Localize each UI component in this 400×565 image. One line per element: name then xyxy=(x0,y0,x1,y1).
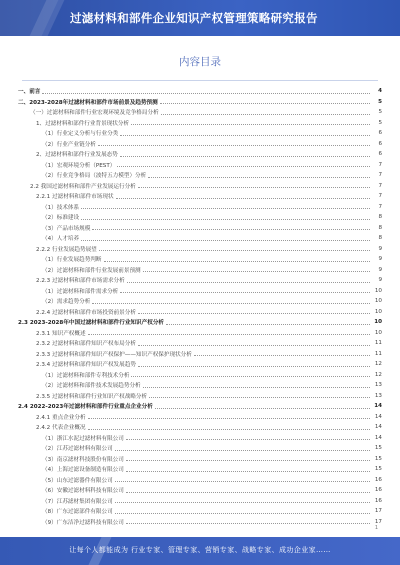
toc-entry-label: （7）江苏滤材集团有限公司 xyxy=(42,498,113,505)
toc-entry-page: 5 xyxy=(378,109,382,116)
toc-entry-label: （2）江苏过滤材料有限公司 xyxy=(42,446,113,453)
toc-entry[interactable] xyxy=(18,118,382,129)
toc-entry[interactable] xyxy=(18,265,382,276)
toc-entry[interactable] xyxy=(18,128,382,139)
toc-entry[interactable] xyxy=(18,149,382,160)
toc-entry-label: （1）宏观环境分析（PEST） xyxy=(42,162,116,169)
toc-leader-dots xyxy=(138,345,370,346)
toc-entry-label: （4）上海过滤设备制造有限公司 xyxy=(42,467,124,474)
toc-entry-page: 9 xyxy=(378,277,382,284)
toc-entry[interactable] xyxy=(18,506,382,517)
toc-entry[interactable] xyxy=(18,422,382,433)
toc-entry[interactable] xyxy=(18,349,382,360)
toc-entry-label: （2）标准建设 xyxy=(42,215,80,222)
toc-entry-label: 2.3.2 过滤材料和部件知识产权布局分析 xyxy=(36,341,136,348)
toc-entry[interactable] xyxy=(18,380,382,391)
toc-entry-page: 7 xyxy=(378,182,382,189)
toc-leader-dots xyxy=(120,135,370,136)
toc-entry-label: （3）产品市场规模 xyxy=(42,225,91,232)
toc-leader-dots xyxy=(115,450,370,451)
toc-entry-label: （1）过滤材料和部件需求分析 xyxy=(42,288,119,295)
toc-entry-page: 10 xyxy=(374,287,382,294)
toc-entry-page: 8 xyxy=(378,224,382,231)
toc-entry[interactable] xyxy=(18,307,382,318)
toc-leader-dots xyxy=(42,93,370,94)
toc-entry-page: 14 xyxy=(374,434,382,441)
toc-leader-dots xyxy=(166,324,370,325)
toc-entry[interactable] xyxy=(18,433,382,444)
toc-entry[interactable] xyxy=(18,244,382,255)
toc-entry-label: （5）山东过滤器件有限公司 xyxy=(42,477,113,484)
toc-entry[interactable] xyxy=(18,97,382,108)
toc-entry-label: 2.3 2023-2028年中国过滤材料和部件行业知识产权分析 xyxy=(18,320,165,327)
toc-entry-page: 15 xyxy=(374,455,382,462)
toc-entry-label: 一、前言 xyxy=(18,89,41,96)
toc-entry-label: （1）技术体系 xyxy=(42,204,80,211)
toc-leader-dots xyxy=(104,261,371,262)
toc-leader-dots xyxy=(92,229,370,230)
toc-entry-label: （1）行业定义分析与行业分类 xyxy=(42,131,119,138)
report-title: 过滤材料和部件企业知识产权管理策略研究报告 xyxy=(70,11,318,25)
toc-entry[interactable] xyxy=(18,328,382,339)
toc-entry-page: 16 xyxy=(374,497,382,504)
toc-entry[interactable] xyxy=(18,412,382,423)
toc-entry-label: 2.4.1 重点企业分析 xyxy=(36,414,86,421)
toc-entry-page: 17 xyxy=(374,518,382,525)
toc-leader-dots xyxy=(120,156,370,157)
toc-leader-dots xyxy=(120,292,370,293)
toc-entry[interactable] xyxy=(18,181,382,192)
toc-leader-dots xyxy=(126,523,370,524)
toc-entry-label: 2.2.3 过滤材料和部件市场需求分析 xyxy=(36,278,125,285)
toc-leader-dots xyxy=(116,198,370,199)
page-number: 1 xyxy=(374,525,378,531)
toc-entry-page: 11 xyxy=(374,340,382,347)
toc-entry-label: （1）浙江水泥过滤材料有限公司 xyxy=(42,435,124,442)
toc-leader-dots xyxy=(126,460,370,461)
toc-entry[interactable] xyxy=(18,202,382,213)
toc-entry-label: （2）过滤材料和部件行业发展前景预测 xyxy=(42,267,141,274)
toc-leader-dots xyxy=(131,376,370,377)
toc-leader-dots xyxy=(143,271,370,272)
toc-entry-page: 16 xyxy=(374,476,382,483)
toc-entry[interactable] xyxy=(18,275,382,286)
toc-entry-page: 15 xyxy=(374,445,382,452)
toc-entry-page: 9 xyxy=(378,245,382,252)
toc-entry[interactable] xyxy=(18,359,382,370)
toc-entry[interactable] xyxy=(18,485,382,496)
toc-entry[interactable] xyxy=(18,107,382,118)
toc-leader-dots xyxy=(160,103,370,104)
toc-entry-page: 9 xyxy=(378,266,382,273)
toc-entry-page: 13 xyxy=(374,392,382,399)
toc-entry-page: 12 xyxy=(374,361,382,368)
toc-entry-page: 6 xyxy=(378,140,382,147)
toc-entry-label: （2）需求趋势分析 xyxy=(42,299,91,306)
toc-entry-page: 7 xyxy=(378,193,382,200)
toc-entry[interactable] xyxy=(18,391,382,402)
toc-entry-page: 6 xyxy=(378,151,382,158)
toc-entry-label: 2.3.5 过滤材料和部件行业知识产权战略分析 xyxy=(36,393,148,400)
toc-entry-label: 2.4 2022-2023年过滤材料和部件行业重点企业分析 xyxy=(18,404,153,411)
toc-entry-page: 10 xyxy=(374,298,382,305)
toc-entry-page: 6 xyxy=(378,130,382,137)
toc-entry-label: （一）过滤材料和部件行业宏观环境及竞争格局分析 xyxy=(30,110,159,117)
page-title: 内容目录 xyxy=(179,56,221,68)
toc-leader-dots xyxy=(143,387,370,388)
toc-entry-label: 1、过滤材料和部件行业背景现状分析 xyxy=(36,120,130,127)
toc-leader-dots xyxy=(138,366,370,367)
toc-entry-page: 13 xyxy=(374,382,382,389)
toc-entry-label: 2.3.4 过滤材料和部件知识产权发展趋势 xyxy=(36,362,136,369)
toc-leader-dots xyxy=(126,471,370,472)
toc-leader-dots xyxy=(117,166,370,167)
toc-entry-label: （2）行业竞争格局（波特五力模型）分析 xyxy=(42,173,147,180)
toc-entry-page: 9 xyxy=(378,256,382,263)
toc-leader-dots xyxy=(115,513,370,514)
toc-leader-dots xyxy=(127,282,370,283)
toc-entry[interactable] xyxy=(18,86,382,97)
toc-entry-page: 14 xyxy=(374,403,382,410)
toc-leader-dots xyxy=(115,481,370,482)
toc-entry-label: （1）行业发展趋势判断 xyxy=(42,257,102,264)
toc-entry[interactable] xyxy=(18,443,382,454)
toc-leader-dots xyxy=(131,124,370,125)
toc-entry-label: 2.3.3 过滤材料和部件知识产权保护——知识产权保护现状分析 xyxy=(36,351,192,358)
toc-entry-page: 14 xyxy=(374,413,382,420)
toc-entry[interactable] xyxy=(18,212,382,223)
toc-leader-dots xyxy=(138,187,370,188)
toc-entry-label: 2、过滤材料和部件行业发展态势 xyxy=(36,152,118,159)
toc-entry[interactable] xyxy=(18,454,382,465)
divider xyxy=(22,80,378,81)
toc-entry[interactable] xyxy=(18,254,382,265)
toc-entry[interactable] xyxy=(18,170,382,181)
toc-entry-label: （9）广东洁净过滤科技有限公司 xyxy=(42,519,124,526)
toc-entry-label: （8）广东过滤部件有限公司 xyxy=(42,509,113,516)
toc-entry-page: 14 xyxy=(374,424,382,431)
toc-entry-label: 2.2.4 过滤材料和部件市场投资前景分析 xyxy=(36,309,136,316)
toc-leader-dots xyxy=(126,492,370,493)
toc-entry[interactable] xyxy=(18,496,382,507)
toc-entry-page: 10 xyxy=(374,329,382,336)
toc-entry-page: 12 xyxy=(374,371,382,378)
toc-entry[interactable] xyxy=(18,160,382,171)
toc-leader-dots xyxy=(149,397,370,398)
footer-tagline: 让每个人都能成为 行业专家、管理专家、营销专家、战略专家、成功企业家…… xyxy=(69,546,331,554)
toc-entry-page: 5 xyxy=(378,119,382,126)
toc-leader-dots xyxy=(155,408,370,409)
toc-entry-label: 2.3.1 知识产权概述 xyxy=(36,330,86,337)
toc-entry-page: 17 xyxy=(374,508,382,515)
toc-entry-label: （4）人才培养 xyxy=(42,236,80,243)
toc-entry-label: 2.2.1 过滤材料和部件市场现状 xyxy=(36,194,114,201)
toc-entry[interactable] xyxy=(18,401,382,412)
toc-entry[interactable] xyxy=(18,139,382,150)
toc-leader-dots xyxy=(88,334,370,335)
toc-leader-dots xyxy=(81,240,370,241)
toc-entry[interactable] xyxy=(18,370,382,381)
toc-entry-label: 2.2.2 行业发展趋势展望 xyxy=(36,246,97,253)
toc-entry-label: （2）行业产业链分析 xyxy=(42,141,96,148)
toc-entry-label: （1）过滤材料和部件专利技术分析 xyxy=(42,372,130,379)
toc-entry[interactable] xyxy=(18,223,382,234)
toc-leader-dots xyxy=(98,145,370,146)
table-of-contents xyxy=(18,86,382,527)
toc-leader-dots xyxy=(88,429,370,430)
toc-leader-dots xyxy=(99,250,370,251)
toc-entry-page: 16 xyxy=(374,487,382,494)
toc-entry-page: 8 xyxy=(378,235,382,242)
toc-entry[interactable] xyxy=(18,338,382,349)
toc-entry-page: 4 xyxy=(378,88,382,95)
toc-leader-dots xyxy=(148,177,370,178)
toc-leader-dots xyxy=(126,439,370,440)
toc-entry-label: 2.4.2 代表企业概况 xyxy=(36,425,86,432)
toc-entry[interactable] xyxy=(18,286,382,297)
toc-entry-page: 11 xyxy=(374,350,382,357)
toc-leader-dots xyxy=(161,114,370,115)
toc-entry-page: 5 xyxy=(378,98,382,105)
toc-leader-dots xyxy=(194,355,370,356)
footer-banner xyxy=(0,537,400,565)
toc-leader-dots xyxy=(115,502,370,503)
toc-entry[interactable] xyxy=(18,317,382,328)
toc-leader-dots xyxy=(92,303,370,304)
toc-entry[interactable] xyxy=(18,517,382,528)
toc-leader-dots xyxy=(81,208,370,209)
toc-entry-page: 10 xyxy=(374,308,382,315)
toc-entry-page: 15 xyxy=(374,466,382,473)
toc-leader-dots xyxy=(138,313,370,314)
toc-leader-dots xyxy=(81,219,370,220)
toc-entry-page: 7 xyxy=(378,172,382,179)
toc-entry-page: 7 xyxy=(378,203,382,210)
toc-entry[interactable] xyxy=(18,464,382,475)
toc-entry[interactable] xyxy=(18,296,382,307)
toc-entry[interactable] xyxy=(18,191,382,202)
header-banner xyxy=(0,0,400,36)
toc-leader-dots xyxy=(88,418,370,419)
toc-entry-page: 8 xyxy=(378,214,382,221)
toc-entry-label: 2.2 我国过滤材料和部件产业发展运行分析 xyxy=(30,183,136,190)
toc-entry[interactable] xyxy=(18,475,382,486)
toc-entry-label: （6）安徽过滤材料科技有限公司 xyxy=(42,488,124,495)
toc-entry[interactable] xyxy=(18,233,382,244)
toc-entry-page: 10 xyxy=(374,319,382,326)
toc-entry-label: 二、2023-2028年过滤材料和部件市场前景及趋势预测 xyxy=(18,99,158,106)
toc-entry-page: 7 xyxy=(378,161,382,168)
toc-entry-label: （3）南京滤材科技股份有限公司 xyxy=(42,456,124,463)
toc-entry-label: （2）过滤材料和部件技术发展趋势分析 xyxy=(42,383,141,390)
